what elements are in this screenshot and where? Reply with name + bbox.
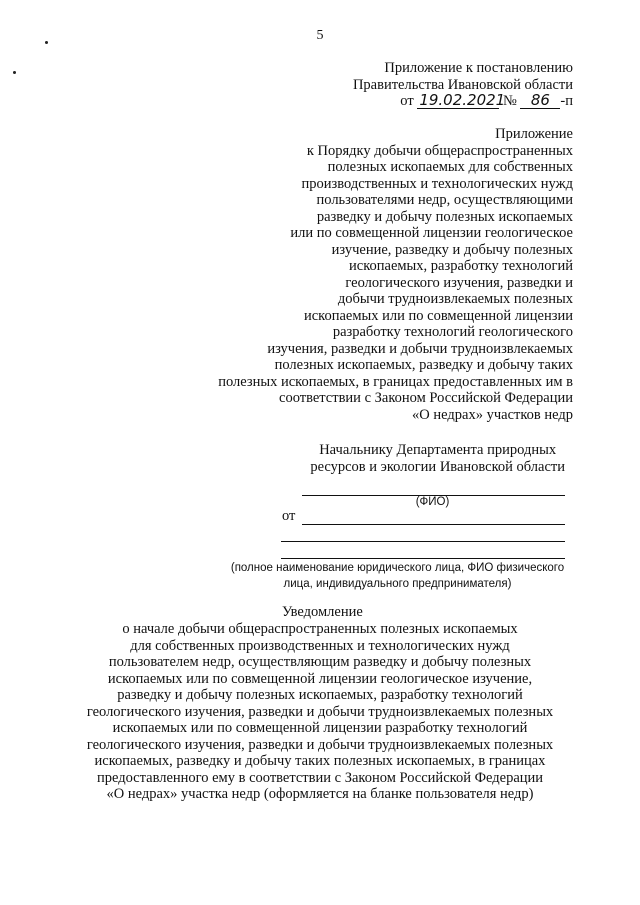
addressee-block	[310, 442, 565, 476]
notice-line: геологического изучения, разведки и добычи трудноизвлекаемых полезных	[86, 736, 554, 753]
annex-line: изучения, разведки и добычи трудноизвлекаемых	[267, 340, 573, 357]
notice-line: разведку и добычу полезных ископаемых, разработку технологий	[117, 687, 523, 703]
approval-date-number	[353, 93, 573, 110]
notice-body	[60, 621, 580, 803]
annex-line: полезных ископаемых, разведку и добычу таких	[274, 357, 573, 373]
handwritten-date: 19.02.2021	[419, 91, 506, 109]
annex-line: ископаемых или по совмещенной лицензии	[303, 307, 573, 324]
approval-stamp	[353, 60, 573, 110]
annex-line: пользователями недр, осуществляющими	[316, 192, 573, 208]
annex-line: соответствии с Законом Российской Федерации	[279, 390, 573, 406]
annex-line: производственных и технологических нужд	[301, 175, 573, 192]
notice-line: геологического изучения, разведки и добычи трудноизвлекаемых полезных	[86, 703, 554, 720]
annex-line: полезных ископаемых для собственных	[327, 159, 573, 175]
blank-line	[281, 558, 565, 559]
fullname-caption-line: (полное наименование юридического лица, ФИО физического	[230, 562, 565, 574]
addressee-line: Начальнику Департамента природных	[319, 442, 557, 458]
from-label: от	[282, 508, 296, 524]
addressee-line: ресурсов и экологии Ивановской области	[310, 459, 565, 475]
annex-line: Приложение	[495, 126, 573, 142]
annex-line: или по совмещенной лицензии геологическое	[290, 225, 573, 241]
notice-title: Уведомление	[282, 604, 363, 620]
notice-line: ископаемых или по совмещенной лицензии геологическое изучение,	[107, 670, 533, 687]
approval-line: Правительства Ивановской области	[352, 76, 573, 93]
approval-line: Приложение к постановлению	[384, 60, 573, 76]
fio-caption: (ФИО)	[415, 496, 450, 508]
annex-line: к Порядку добычи общераспространенных	[306, 142, 573, 159]
page-number: 5	[316, 28, 324, 43]
from-blank-line	[302, 524, 565, 525]
annex-line: «О недрах» участков недр	[412, 406, 573, 423]
fullname-caption-line: лица, индивидуального предпринимателя)	[283, 578, 512, 590]
annex-line: разработку технологий геологического	[332, 324, 573, 340]
annex-line: добычи трудноизвлекаемых полезных	[337, 291, 573, 307]
notice-line: пользователем недр, осуществляющим разведку и добычу полезных	[108, 654, 532, 670]
notice-line: «О недрах» участка недр (оформляется на бланке пользователя недр)	[106, 786, 534, 802]
annex-line: изучение, разведку и добычу полезных	[331, 241, 573, 258]
handwritten-number: 86	[520, 93, 560, 109]
notice-line: предоставленного ему в соответствии с Законом Российской Федерации	[96, 769, 544, 786]
annex-line: ископаемых, разработку технологий	[349, 258, 573, 274]
notice-line: ископаемых или по совмещенной лицензии разработку технологий	[112, 720, 528, 736]
scan-speck	[13, 71, 16, 74]
date-prefix: от	[400, 93, 414, 109]
number-prefix: №	[502, 93, 517, 109]
annex-header	[218, 126, 573, 423]
annex-line: разведку и добычу полезных ископаемых	[316, 208, 573, 225]
number-suffix: -п	[560, 93, 573, 109]
fullname-caption	[225, 560, 570, 592]
notice-line: для собственных производственных и технологических нужд	[130, 637, 510, 654]
notice-line: ископаемых, разведку и добычу таких полезных ископаемых, в границах	[94, 753, 546, 769]
annex-line: геологического изучения, разведки и	[345, 274, 573, 291]
notice-line: о начале добычи общераспространенных полезных ископаемых	[122, 621, 518, 637]
annex-line: полезных ископаемых, в границах предоставленных им в	[218, 373, 573, 390]
blank-line	[281, 541, 565, 542]
